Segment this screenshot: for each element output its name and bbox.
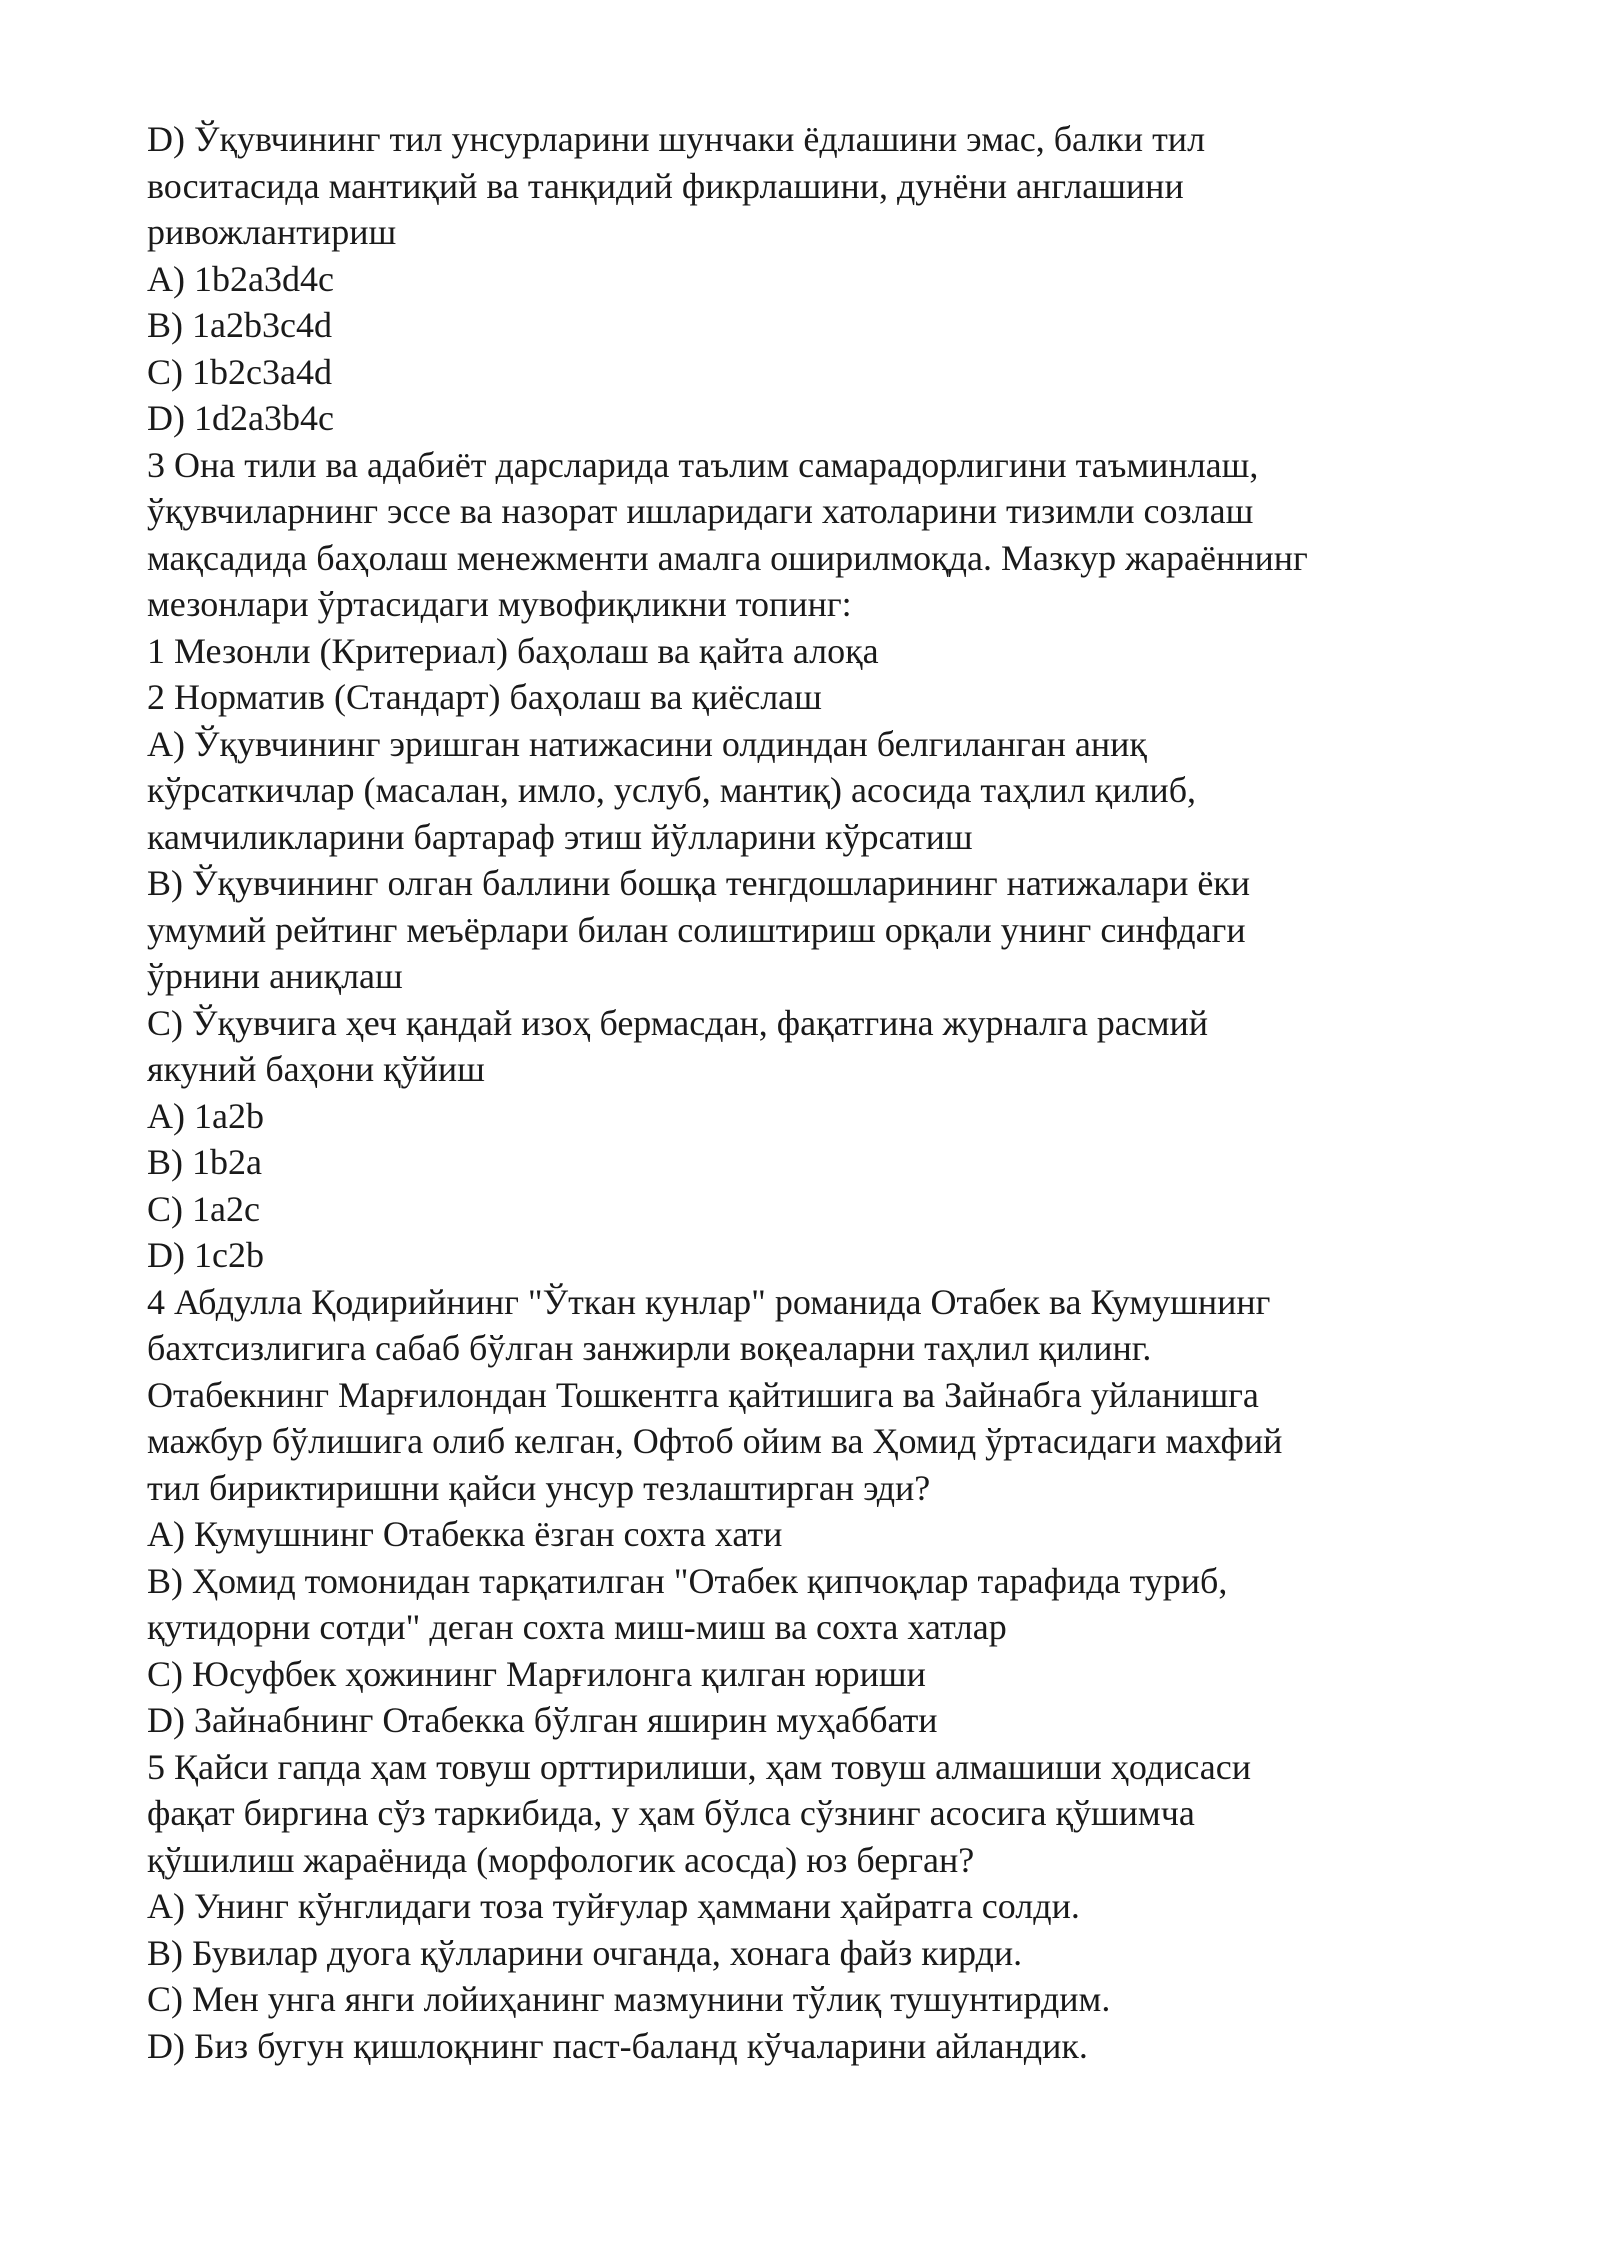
q4-text-line-2: бахтсизлигига сабаб бўлган занжирли воқеаларни таҳлил қилинг. [147, 1328, 1152, 1368]
q4-text-line-1: 4 Абдулла Қодирийнинг "Ўткан кунлар" романида Отабек ва Кумушнинг [147, 1281, 1271, 1322]
q3-answer-c: C) 1a2c [147, 1188, 260, 1229]
q5-answer-b: B) Бувилар дуога қўлларини очганда, хонага файз кирди. [147, 1932, 1023, 1973]
q3-text-line-4: мезонлари ўртасидаги мувофиқликни топинг: [147, 584, 852, 624]
q4-answer-b-line-1: B) Ҳомид томонидан тарқатилган "Отабек қипчоқлар тарафида туриб, [147, 1560, 1228, 1601]
q5-answer-a: A) Унинг кўнглидаги тоза туйғулар ҳаммани ҳайратга солди. [147, 1886, 1080, 1926]
q2-answer-a: A) 1b2a3d4c [147, 258, 334, 299]
q4-answer-b-line-2: қутидорни сотди" деган сохта миш-миш ва сохта хатлар [147, 1607, 1007, 1647]
q5-answer-d: D) Биз бугун қишлоқнинг паст-баланд кўчаларини айландик. [147, 2025, 1088, 2066]
q4-text-line-5: тил бириктиришни қайси унсур тезлаштирган эди? [147, 1467, 931, 1508]
q3-text-line-3: мақсадида баҳолаш менежменти амалга оширилмоқда. Мазкур жараённинг [147, 537, 1308, 578]
document-page [147, 116, 1497, 2069]
q4-answer-c: C) Юсуфбек ҳожининг Марғилонга қилган юриши [147, 1653, 926, 1694]
q2-answer-c: C) 1b2c3a4d [147, 351, 332, 392]
q3-item-2: 2 Норматив (Стандарт) баҳолаш ва қиёслаш [147, 677, 822, 717]
q2-answer-d: D) 1d2a3b4c [147, 398, 334, 438]
q2-answer-b: B) 1a2b3c4d [147, 305, 332, 345]
q3-item-1: 1 Мезонли (Критериал) баҳолаш ва қайта алоқа [147, 630, 879, 671]
q2-option-d-line-3: ривожлантириш [147, 212, 397, 252]
q5-text-line-1: 5 Қайси гапда ҳам товуш орттирилиши, ҳам товуш алмашиши ҳодисаси [147, 1746, 1252, 1787]
q4-answer-d: D) Зайнабнинг Отабекка бўлган яширин муҳаббати [147, 1700, 938, 1740]
q3-answer-a: A) 1a2b [147, 1095, 264, 1136]
q4-text-line-3: Отабекнинг Марғилондан Тошкентга қайтишига ва Зайнабга уйланишга [147, 1374, 1259, 1415]
q3-text-line-2: ўқувчиларнинг эссе ва назорат ишларидаги хатоларини тизимли созлаш [147, 491, 1254, 531]
q3-option-b-line-3: ўрнини аниқлаш [147, 956, 403, 996]
q3-option-b-line-2: умумий рейтинг меъёрлари билан солиштириш орқали унинг синфдаги [147, 909, 1246, 950]
q2-option-d-line-2: воситасида мантиқий ва танқидий фикрлашини, дунёни англашини [147, 165, 1184, 206]
q3-option-c-line-1: C) Ўқувчига ҳеч қандай изоҳ бермасдан, фақатгина журналга расмий [147, 1002, 1209, 1043]
q3-option-a-line-2: кўрсаткичлар (масалан, имло, услуб, мантиқ) асосида таҳлил қилиб, [147, 770, 1197, 810]
q3-answer-b: B) 1b2a [147, 1142, 262, 1182]
q2-option-d-line-1: D) Ўқувчининг тил унсурларини шунчаки ёдлашини эмас, балки тил [147, 119, 1206, 159]
q5-text-line-3: қўшилиш жараёнида (морфологик асосда) юз берган? [147, 1839, 975, 1880]
q5-answer-c: C) Мен унга янги лойиҳанинг мазмунини тўлиқ тушунтирдим. [147, 1979, 1111, 2019]
q4-answer-a: A) Кумушнинг Отабекка ёзган сохта хати [147, 1514, 783, 1554]
q3-text-line-1: 3 Она тили ва адабиёт дарсларида таълим самарадорлигини таъминлаш, [147, 444, 1259, 485]
q3-option-a-line-3: камчиликларини бартараф этиш йўлларини кўрсатиш [147, 816, 973, 857]
q3-answer-d: D) 1c2b [147, 1235, 264, 1275]
q3-option-b-line-1: B) Ўқувчининг олган баллини бошқа тенгдошларининг натижалари ёки [147, 863, 1251, 903]
q4-text-line-4: мажбур бўлишига олиб келган, Офтоб ойим ва Ҳомид ўртасидаги махфий [147, 1421, 1283, 1461]
q5-text-line-2: фақат биргина сўз таркибида, у ҳам бўлса сўзнинг асосига қўшимча [147, 1793, 1195, 1833]
q3-option-c-line-2: якуний баҳони қўйиш [147, 1049, 485, 1089]
q3-option-a-line-1: A) Ўқувчининг эришган натижасини олдиндан белгиланган аниқ [147, 723, 1147, 764]
